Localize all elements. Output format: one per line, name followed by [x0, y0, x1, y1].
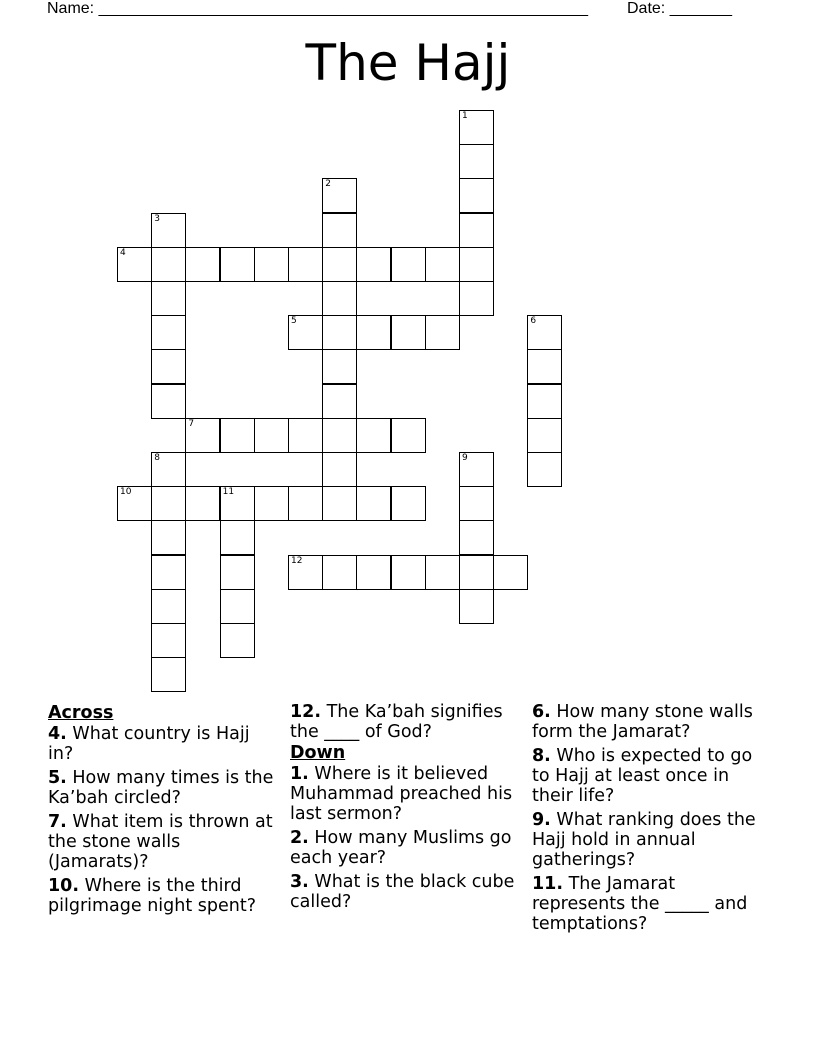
- crossword-cell[interactable]: [185, 247, 220, 282]
- crossword-cell[interactable]: [391, 418, 426, 453]
- crossword-cell[interactable]: [151, 281, 186, 316]
- crossword-cell[interactable]: [493, 555, 528, 590]
- crossword-cell[interactable]: [151, 247, 186, 282]
- clue-across-4: 4. What country is Hajj in?: [48, 724, 250, 764]
- page-title: The Hajj: [305, 34, 511, 92]
- clues-column-2: [290, 702, 522, 916]
- crossword-cell[interactable]: [356, 418, 391, 453]
- crossword-cell[interactable]: [322, 247, 357, 282]
- crossword-cell[interactable]: [254, 418, 289, 453]
- clue-across-12: 12. The Ka’bah signifies the ____ of God?: [290, 702, 503, 742]
- crossword-cell[interactable]: [356, 486, 391, 521]
- crossword-cell[interactable]: [459, 520, 494, 555]
- clue-across-5: 5. How many times is the Ka’bah circled?: [48, 768, 274, 808]
- crossword-cell[interactable]: [391, 315, 426, 350]
- clue-down-9: 9. What ranking does the Hajj hold in annual gatherings?: [532, 810, 756, 870]
- crossword-cell[interactable]: [459, 281, 494, 316]
- crossword-cell[interactable]: [459, 555, 494, 590]
- crossword-cell[interactable]: [459, 247, 494, 282]
- crossword-cell[interactable]: [151, 213, 186, 248]
- crossword-cell[interactable]: [322, 315, 357, 350]
- crossword-cell[interactable]: [459, 213, 494, 248]
- cell-number: 10: [120, 487, 132, 498]
- crossword-cell[interactable]: [254, 486, 289, 521]
- crossword-cell[interactable]: [151, 452, 186, 487]
- crossword-cell[interactable]: [220, 555, 255, 590]
- clue-down-2: 2. How many Muslims go each year?: [290, 828, 512, 868]
- crossword-cell[interactable]: [288, 418, 323, 453]
- crossword-cell[interactable]: [459, 486, 494, 521]
- crossword-cell[interactable]: [425, 555, 460, 590]
- cell-number: 9: [462, 453, 468, 463]
- crossword-cell[interactable]: [220, 623, 255, 658]
- crossword-cell[interactable]: [151, 657, 186, 692]
- crossword-cell[interactable]: [288, 486, 323, 521]
- crossword-cell[interactable]: [117, 486, 152, 521]
- cell-number: 4: [120, 247, 126, 258]
- down-heading: Down: [290, 743, 346, 763]
- cell-number: 2: [325, 179, 331, 190]
- crossword-cell[interactable]: [322, 213, 357, 248]
- crossword-cell[interactable]: [322, 281, 357, 316]
- clue-across-10: 10. Where is the third pilgrimage night spent?: [48, 876, 257, 916]
- crossword-cell[interactable]: [322, 178, 357, 213]
- crossword-cell[interactable]: [391, 247, 426, 282]
- cell-number: 3: [154, 213, 160, 224]
- crossword-cell[interactable]: [220, 589, 255, 624]
- crossword-cell[interactable]: [459, 178, 494, 213]
- crossword-cell[interactable]: [254, 247, 289, 282]
- crossword-cell[interactable]: [151, 555, 186, 590]
- date-field-label[interactable]: Date: _______: [627, 0, 732, 17]
- crossword-cell[interactable]: [391, 486, 426, 521]
- clue-down-1: 1. Where is it believed Muhammad preached his last sermon?: [290, 764, 513, 824]
- clues-column-3: [532, 702, 764, 938]
- crossword-cell[interactable]: [288, 315, 323, 350]
- crossword-cell[interactable]: [322, 555, 357, 590]
- crossword-cell[interactable]: [220, 486, 255, 521]
- clues-column-1: [48, 702, 280, 920]
- crossword-cell[interactable]: [322, 384, 357, 419]
- crossword-cell[interactable]: [459, 144, 494, 179]
- crossword-cell[interactable]: [220, 247, 255, 282]
- crossword-cell[interactable]: [185, 418, 220, 453]
- crossword-cell[interactable]: [288, 247, 323, 282]
- crossword-cell[interactable]: [459, 589, 494, 624]
- cell-number: 12: [291, 555, 303, 566]
- clue-across-7: 7. What item is thrown at the stone walls (Jamarats)?: [48, 812, 273, 872]
- crossword-cell[interactable]: [151, 349, 186, 384]
- crossword-cell[interactable]: [527, 418, 562, 453]
- cell-number: 8: [154, 453, 160, 463]
- across-heading: Across: [48, 703, 114, 723]
- crossword-cell[interactable]: [151, 315, 186, 350]
- crossword-cell[interactable]: [459, 452, 494, 487]
- crossword-cell[interactable]: [527, 384, 562, 419]
- clue-down-11: 11. The Jamarat represents the _____ and temptations?: [532, 874, 748, 934]
- crossword-cell[interactable]: [356, 315, 391, 350]
- cell-number: 11: [222, 487, 235, 498]
- cell-number: 1: [462, 111, 468, 121]
- crossword-cell[interactable]: [220, 520, 255, 555]
- clue-down-8: 8. Who is expected to go to Hajj at least once in their life?: [532, 746, 753, 806]
- cell-number: 5: [291, 316, 297, 327]
- clue-down-3: 3. What is the black cube called?: [290, 872, 515, 912]
- cell-number: 6: [530, 316, 537, 327]
- crossword-cell[interactable]: [151, 589, 186, 624]
- clue-down-6: 6. How many stone walls form the Jamarat?: [532, 702, 753, 742]
- crossword-cell[interactable]: [527, 452, 562, 487]
- cell-number: 7: [188, 418, 195, 429]
- crossword-cell[interactable]: [117, 247, 152, 282]
- crossword-cell[interactable]: [527, 349, 562, 384]
- crossword-cell[interactable]: [391, 555, 426, 590]
- crossword-cell[interactable]: [425, 247, 460, 282]
- crossword-cell[interactable]: [151, 486, 186, 521]
- crossword-cell[interactable]: [322, 418, 357, 453]
- crossword-cell[interactable]: [322, 349, 357, 384]
- crossword-cell[interactable]: [151, 623, 186, 658]
- name-field-label[interactable]: Name: _______________________________________________________: [47, 0, 588, 17]
- crossword-cell[interactable]: [185, 486, 220, 521]
- crossword-cell[interactable]: [322, 452, 357, 487]
- crossword-cell[interactable]: [459, 110, 494, 145]
- crossword-cell[interactable]: [288, 555, 323, 590]
- crossword-cell[interactable]: [151, 520, 186, 555]
- crossword-cell[interactable]: [322, 486, 357, 521]
- crossword-cell[interactable]: [356, 555, 391, 590]
- crossword-cell[interactable]: [151, 384, 186, 419]
- crossword-cell[interactable]: [356, 247, 391, 282]
- crossword-cell[interactable]: [220, 418, 255, 453]
- crossword-cell[interactable]: [425, 315, 460, 350]
- crossword-cell[interactable]: [527, 315, 562, 350]
